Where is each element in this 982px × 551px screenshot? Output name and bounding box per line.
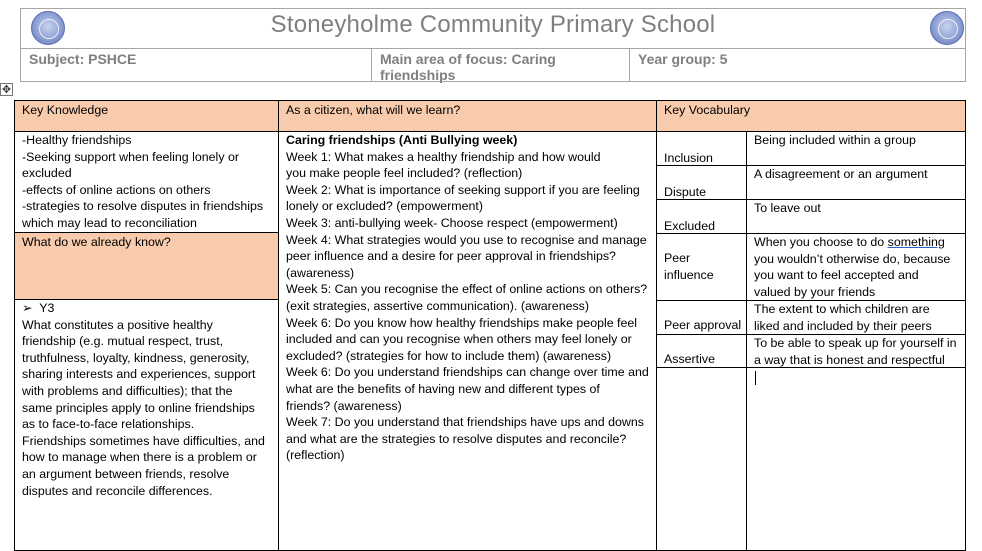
already-know-line: Friendships sometimes have difficulties, and <box>22 433 265 448</box>
citizen-week-line: friends? (awareness) <box>286 398 402 413</box>
vocab-term-line: Inclusion <box>664 151 713 165</box>
already-know-line: truthfulness, loyalty, kindness, generosity, <box>22 350 250 365</box>
citizen-week-line: Week 7: Do you understand that friendships have ups and downs <box>286 415 644 430</box>
key-knowledge-header <box>14 100 279 132</box>
already-know-line: how to manage when there is a problem or <box>22 450 257 465</box>
vocab-definition-line: liked and included by their peers <box>754 318 932 333</box>
arrow-bullet-icon: ➢ <box>22 301 33 315</box>
already-know-header <box>14 232 279 300</box>
citizen-week-line: Week 6: Do you understand friendships can change over time and <box>286 365 649 380</box>
vocab-term-cell <box>656 165 747 200</box>
vocab-definition-line: a way that is honest and respectful <box>754 352 945 367</box>
citizen-week-line: Week 2: What is importance of seeking support if you are feeling <box>286 182 640 197</box>
subject-label: Subject: PSHCE <box>21 48 371 82</box>
citizen-week-line: you make people feel included? (reflection) <box>286 166 523 181</box>
already-know-body <box>14 299 279 551</box>
vocab-definition-line: A disagreement or an argument <box>754 167 928 181</box>
vocab-term-line: Peer <box>664 251 691 265</box>
key-vocabulary-header-text: Key Vocabulary <box>664 103 751 117</box>
vocab-empty-definition-cell[interactable] <box>746 367 966 551</box>
vocab-definition-line: you wouldn’t otherwise do, because <box>754 251 951 266</box>
focus-label <box>371 48 629 82</box>
vocab-definition-cell <box>746 233 966 301</box>
citizen-week-line: and what are the strategies to resolve disputes and reconcile? <box>286 431 627 446</box>
y3-label: Y3 <box>39 301 55 315</box>
table-move-handle-icon[interactable]: ✥ <box>1 83 12 96</box>
key-knowledge-list <box>14 131 279 233</box>
citizen-week-line: what are the benefits of having new and different types of <box>286 381 600 396</box>
already-know-line: as to face-to-face relationships. <box>22 417 195 432</box>
vocab-empty-term-cell <box>656 367 747 551</box>
already-know-heading: What do we already know? <box>22 235 171 249</box>
citizen-week-line: lonely or excluded? (empowerment) <box>286 199 483 214</box>
citizen-week-line: Week 1: What makes a healthy friendship and how would <box>286 149 601 164</box>
key-knowledge-line: which may lead to reconciliation <box>22 215 197 230</box>
citizen-learning-list <box>278 131 657 551</box>
citizen-week-line: included and can you recognise when others may feel lonely or <box>286 332 632 347</box>
already-know-line: disputes and reconcile differences. <box>22 483 213 498</box>
citizen-header <box>278 100 657 132</box>
already-know-line: friendship (e.g. mutual respect, trust, <box>22 334 224 349</box>
key-knowledge-line: -Seeking support when feeling lonely or <box>22 149 239 164</box>
focus-line-1: Main area of focus: Caring <box>380 51 556 67</box>
citizen-week-line: excluded? (strategies for how to include them) (awareness) <box>286 348 612 363</box>
citizen-header-text: As a citizen, what will we learn? <box>286 103 461 117</box>
vocab-term-line: Dispute <box>664 185 707 199</box>
vocab-term-cell <box>656 300 747 335</box>
vocab-definition-cell <box>746 334 966 368</box>
key-knowledge-line: -effects of online actions on others <box>22 182 211 197</box>
vocab-term-cell <box>656 334 747 368</box>
vocab-definition-cell <box>746 300 966 335</box>
citizen-week-line: peer influence and a desire for peer approval in friendships? <box>286 249 616 264</box>
vocab-term-line: Excluded <box>664 219 715 233</box>
citizen-week-line: Week 5: Can you recognise the effect of online actions on others? <box>286 282 648 297</box>
already-know-line: an argument between friends, resolve <box>22 466 230 481</box>
already-know-line: What constitutes a positive healthy <box>22 317 213 332</box>
already-know-line: same principles apply to online friendships <box>22 400 255 415</box>
citizen-week-line: Week 3: anti-bullying week- Choose respect (empowerment) <box>286 215 618 230</box>
school-title: Stoneyholme Community Primary School <box>270 11 716 38</box>
vocab-definition-line: The extent to which children are <box>754 302 930 316</box>
vocab-term-line: Peer approval <box>664 318 742 332</box>
key-knowledge-line: excluded <box>22 166 72 181</box>
vocab-definition-cell <box>746 165 966 200</box>
citizen-week-line: (exit strategies, assertive communication). (awareness) <box>286 298 589 313</box>
vocab-definition-cell <box>746 199 966 234</box>
key-knowledge-header-text: Key Knowledge <box>22 103 109 117</box>
focus-line-2: friendships <box>380 67 456 83</box>
vocab-definition-line: Being included within a group <box>754 133 916 147</box>
already-know-line: with problems and difficulties); that the <box>22 383 233 398</box>
citizen-topic-heading: Caring friendships (Anti Bullying week) <box>286 133 518 147</box>
vocab-definition-line: To leave out <box>754 201 821 215</box>
vocab-definition-line: you want to feel accepted and <box>754 268 919 283</box>
key-vocabulary-header <box>656 100 966 132</box>
vocab-term-cell <box>656 131 747 166</box>
already-know-line: sharing interests and experiences, support <box>22 367 256 382</box>
vocab-term-cell <box>656 199 747 234</box>
year-group-label: Year group: 5 <box>629 48 966 82</box>
document-header <box>20 8 966 82</box>
vocab-definition-line: To be able to speak up for yourself in <box>754 336 957 350</box>
key-knowledge-line: -Healthy friendships <box>22 133 132 147</box>
y3-bullet-item <box>22 300 271 317</box>
citizen-week-line: Week 4: What strategies would you use to recognise and manage <box>286 232 647 247</box>
vocab-definition-line: valued by your friends <box>754 284 876 299</box>
key-knowledge-line: -strategies to resolve disputes in friendships <box>22 199 264 214</box>
vocab-term-cell <box>656 233 747 301</box>
vocab-term-line: Assertive <box>664 352 715 366</box>
vocab-term-line: influence <box>664 267 714 282</box>
text-cursor <box>755 371 756 385</box>
vocab-definition-line: When you choose to do something <box>754 235 945 249</box>
citizen-week-line: Week 6: Do you know how healthy friendships make people feel <box>286 315 638 330</box>
vocab-definition-cell <box>746 131 966 166</box>
citizen-week-line: (awareness) <box>286 265 355 280</box>
citizen-week-line: (reflection) <box>286 448 345 463</box>
